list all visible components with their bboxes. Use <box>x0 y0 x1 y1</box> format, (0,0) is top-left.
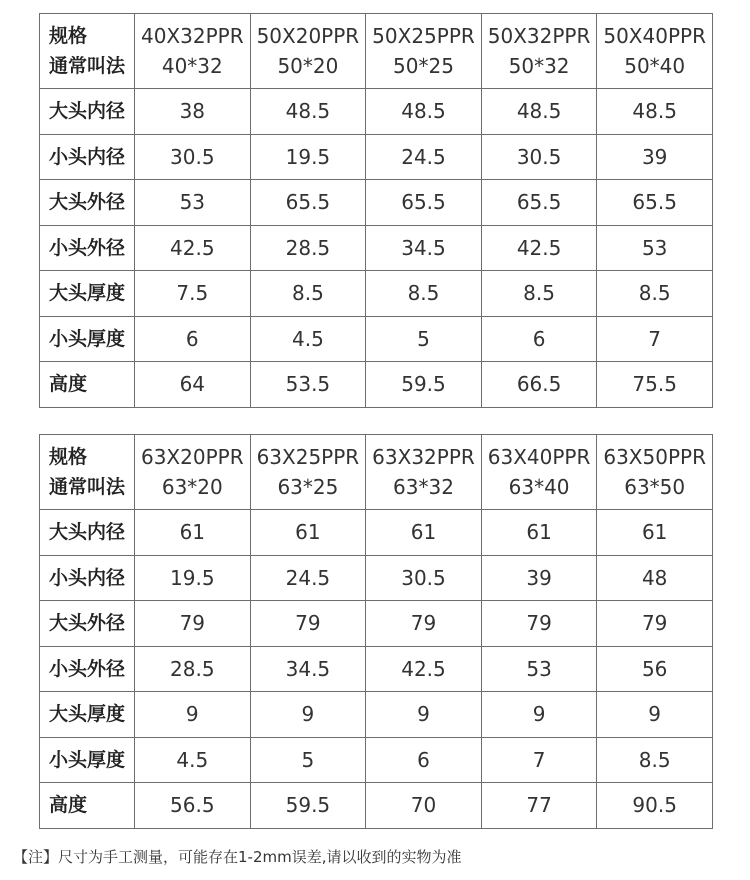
header-cell <box>366 435 482 510</box>
table-cell: 24.5 <box>250 555 366 601</box>
table-cell: 19.5 <box>250 134 366 180</box>
table-cell: 9 <box>250 692 366 738</box>
table-row <box>40 271 713 317</box>
table-cell: 79 <box>135 601 251 647</box>
table-cell: 79 <box>250 601 366 647</box>
table-cell: 30.5 <box>481 134 597 180</box>
header-common: 63*25 <box>277 475 339 499</box>
table-cell: 4.5 <box>135 737 251 783</box>
table-cell: 48 <box>597 555 713 601</box>
table-cell: 61 <box>481 510 597 556</box>
table-row <box>40 646 713 692</box>
table-cell: 48.5 <box>481 89 597 135</box>
table-cell: 5 <box>250 737 366 783</box>
table-cell: 42.5 <box>481 225 597 271</box>
table-cell: 56.5 <box>135 783 251 829</box>
table-cell: 77 <box>481 783 597 829</box>
table-row <box>40 180 713 226</box>
table-cell: 7 <box>481 737 597 783</box>
table-cell: 42.5 <box>135 225 251 271</box>
table-cell: 6 <box>481 316 597 362</box>
table-cell: 53.5 <box>250 362 366 408</box>
header-label-cell <box>40 435 135 510</box>
table-cell: 8.5 <box>250 271 366 317</box>
row-label: 大头内径 <box>40 89 135 135</box>
row-label: 高度 <box>40 783 135 829</box>
table-cell: 6 <box>135 316 251 362</box>
header-label-common: 通常叫法 <box>49 55 126 77</box>
table-cell: 61 <box>135 510 251 556</box>
header-cell <box>481 14 597 89</box>
header-common: 50*40 <box>624 54 686 78</box>
table-row <box>40 362 713 408</box>
table-cell: 61 <box>366 510 482 556</box>
row-label: 大头厚度 <box>40 271 135 317</box>
header-cell <box>597 14 713 89</box>
table-cell: 42.5 <box>366 646 482 692</box>
table-cell: 61 <box>597 510 713 556</box>
header-label-common: 通常叫法 <box>49 476 126 498</box>
table-cell: 56 <box>597 646 713 692</box>
header-label-cell <box>40 14 135 89</box>
header-spec: 50X40PPR <box>603 24 706 48</box>
header-common: 40*32 <box>161 54 223 78</box>
table-row <box>40 225 713 271</box>
row-label: 小头厚度 <box>40 737 135 783</box>
table-header-row <box>40 14 713 89</box>
header-spec: 40X32PPR <box>140 24 244 48</box>
row-label: 小头内径 <box>40 555 135 601</box>
table-cell: 28.5 <box>250 225 366 271</box>
table-cell: 24.5 <box>366 134 482 180</box>
header-spec: 50X32PPR <box>487 24 591 48</box>
table-cell: 8.5 <box>597 737 713 783</box>
row-label: 小头外径 <box>40 225 135 271</box>
header-common: 63*40 <box>508 475 570 499</box>
spec-table-2 <box>39 434 713 829</box>
header-cell <box>250 14 366 89</box>
table-cell: 65.5 <box>366 180 482 226</box>
header-common: 63*50 <box>624 475 686 499</box>
table-cell: 65.5 <box>481 180 597 226</box>
table-cell: 75.5 <box>597 362 713 408</box>
table-cell: 30.5 <box>135 134 251 180</box>
table-cell: 59.5 <box>250 783 366 829</box>
header-spec: 63X32PPR <box>372 445 475 469</box>
footnote: 【注】尺寸为手工测量，可能存在1-2mm误差,请以收到的实物为准 <box>13 848 462 866</box>
spec-table-1 <box>39 13 713 408</box>
table-cell: 53 <box>135 180 251 226</box>
header-spec: 63X25PPR <box>256 445 360 469</box>
table-cell: 59.5 <box>366 362 482 408</box>
table-cell: 9 <box>597 692 713 738</box>
row-label: 高度 <box>40 362 135 408</box>
table-cell: 53 <box>597 225 713 271</box>
table-cell: 8.5 <box>481 271 597 317</box>
header-spec: 63X50PPR <box>603 445 706 469</box>
table-cell: 8.5 <box>597 271 713 317</box>
header-common: 63*32 <box>393 475 454 499</box>
table-cell: 9 <box>481 692 597 738</box>
table-cell: 48.5 <box>597 89 713 135</box>
table-cell: 79 <box>366 601 482 647</box>
table-cell: 7.5 <box>135 271 251 317</box>
table-row <box>40 134 713 180</box>
header-cell <box>481 435 597 510</box>
header-cell <box>135 14 251 89</box>
row-label: 大头内径 <box>40 510 135 556</box>
table-header-row <box>40 435 713 510</box>
table-row <box>40 89 713 135</box>
header-common: 50*20 <box>277 54 339 78</box>
table-cell: 30.5 <box>366 555 482 601</box>
table-row <box>40 783 713 829</box>
table-cell: 39 <box>597 134 713 180</box>
table-cell: 7 <box>597 316 713 362</box>
table-row <box>40 555 713 601</box>
table-cell: 64 <box>135 362 251 408</box>
row-label: 小头内径 <box>40 134 135 180</box>
table-row <box>40 692 713 738</box>
header-spec: 63X40PPR <box>487 445 591 469</box>
table-cell: 79 <box>481 601 597 647</box>
header-spec: 50X20PPR <box>256 24 360 48</box>
table-cell: 38 <box>135 89 251 135</box>
row-label: 大头外径 <box>40 180 135 226</box>
table-cell: 66.5 <box>481 362 597 408</box>
table-cell: 90.5 <box>597 783 713 829</box>
table-cell: 65.5 <box>250 180 366 226</box>
header-common: 50*32 <box>508 54 570 78</box>
table-row <box>40 737 713 783</box>
table-cell: 9 <box>135 692 251 738</box>
table-cell: 19.5 <box>135 555 251 601</box>
row-label: 小头厚度 <box>40 316 135 362</box>
table-cell: 48.5 <box>366 89 482 135</box>
header-spec: 50X25PPR <box>372 24 475 48</box>
table-cell: 9 <box>366 692 482 738</box>
header-cell <box>135 435 251 510</box>
table-row <box>40 601 713 647</box>
table-cell: 4.5 <box>250 316 366 362</box>
header-cell <box>366 14 482 89</box>
header-cell <box>250 435 366 510</box>
table-row <box>40 510 713 556</box>
header-label-spec: 规格 <box>49 446 88 468</box>
table-cell: 61 <box>250 510 366 556</box>
header-common: 63*20 <box>161 475 223 499</box>
table-cell: 79 <box>597 601 713 647</box>
table-cell: 5 <box>366 316 482 362</box>
table-cell: 48.5 <box>250 89 366 135</box>
table-cell: 8.5 <box>366 271 482 317</box>
table-row <box>40 316 713 362</box>
header-cell <box>597 435 713 510</box>
table-cell: 28.5 <box>135 646 251 692</box>
table-cell: 6 <box>366 737 482 783</box>
row-label: 大头外径 <box>40 601 135 647</box>
row-label: 小头外径 <box>40 646 135 692</box>
table-cell: 53 <box>481 646 597 692</box>
table-cell: 39 <box>481 555 597 601</box>
row-label: 大头厚度 <box>40 692 135 738</box>
table-cell: 65.5 <box>597 180 713 226</box>
header-common: 50*25 <box>393 54 454 78</box>
header-label-spec: 规格 <box>49 25 88 47</box>
table-cell: 34.5 <box>250 646 366 692</box>
table-cell: 70 <box>366 783 482 829</box>
header-spec: 63X20PPR <box>140 445 244 469</box>
table-cell: 34.5 <box>366 225 482 271</box>
